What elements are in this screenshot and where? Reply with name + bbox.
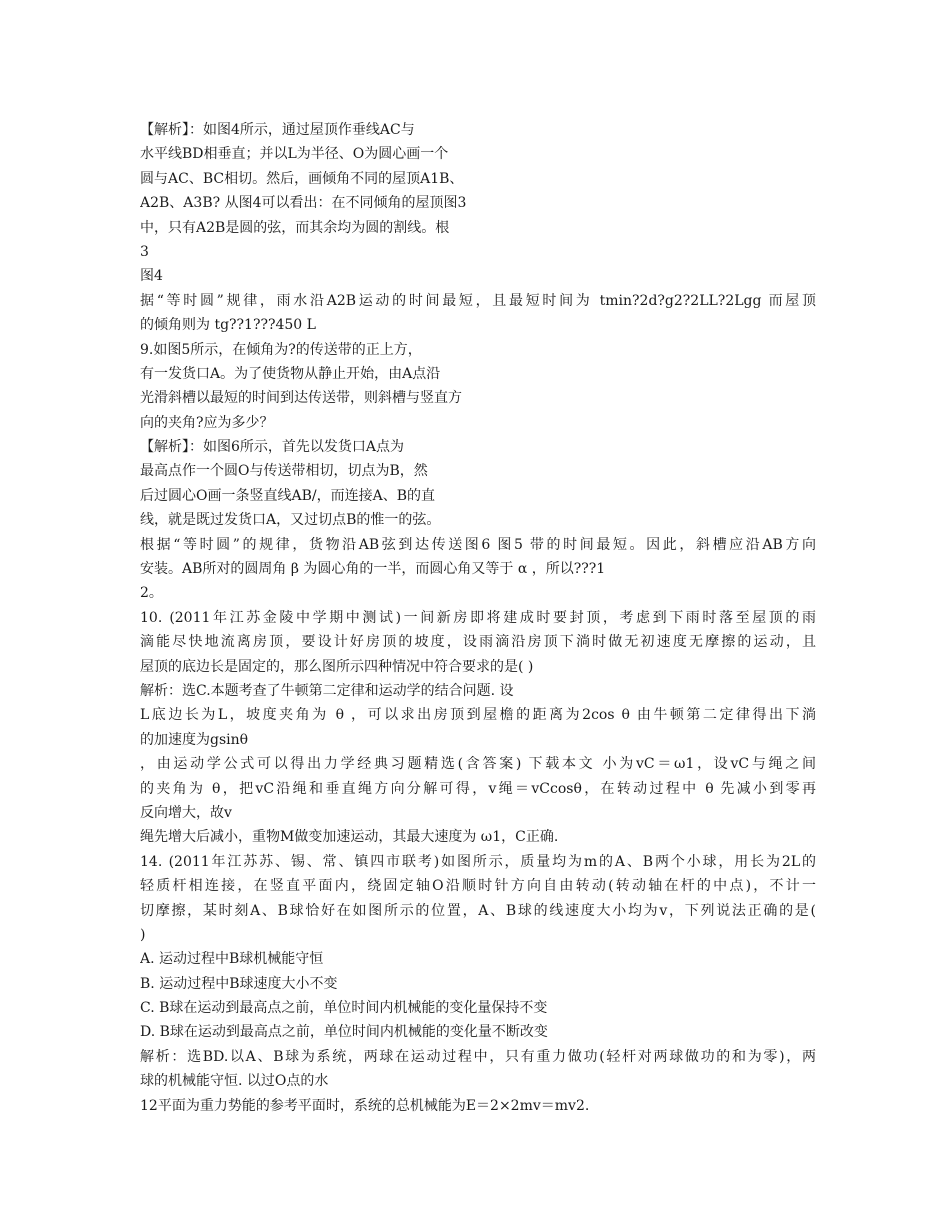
text-line: 滴能尽快地流离房顶，要设计好房顶的坡度，设雨滴沿房顶下淌时做无初速度无摩擦的运动，且 xyxy=(140,634,816,651)
text-line: 3 xyxy=(140,243,149,260)
text-line: L底边长为L，坡度夹角为 θ ，可以求出房顶到屋檐的距离为2cos θ 由牛顿第二定律得出下淌 xyxy=(140,707,816,724)
text-line: 线，就是既过发货口A，又过切点B的惟一的弦。 xyxy=(140,512,441,529)
text-line: 9.如图5所示，在倾角为?的传送带的正上方， xyxy=(140,341,422,358)
text-line: B. 运动过程中B球速度大小不变 xyxy=(140,975,338,992)
text-line: 水平线BD相垂直；并以L为半径、O为圆心画一个 xyxy=(140,146,449,163)
text-line: 向的夹角?应为多少？ xyxy=(140,414,274,431)
text-line: 10. (2011年江苏金陵中学期中测试)一间新房即将建成时要封顶，考虑到下雨时落至屋顶的雨 xyxy=(140,609,816,626)
text-line: 的加速度为gsinθ xyxy=(140,731,249,748)
text-line: 2。 xyxy=(140,585,163,602)
text-line: ) xyxy=(140,926,146,943)
text-line: D. B球在运动到最高点之前，单位时间内机械能的变化量不断改变 xyxy=(140,1024,548,1041)
text-line: 据“等时圆”规律，雨水沿A2B运动的时间最短，且最短时间为 tmin?2d?g2?2LL?2Lgg 而屋顶 xyxy=(140,292,816,309)
text-line: 切摩擦，某时刻A、B球恰好在如图所示的位置，A、B球的线速度大小均为v，下列说法正确的是( xyxy=(140,902,816,919)
text-line: 解析：选C.本题考查了牛顿第二定律和运动学的结合问题. 设 xyxy=(140,682,514,699)
text-line: 后过圆心O画一条竖直线AB/，而连接A、B的直 xyxy=(140,487,435,504)
text-line: 球的机械能守恒. 以过O点的水 xyxy=(140,1073,329,1090)
text-line: 绳先增大后减小，重物M做变加速运动，其最大速度为 ω1，C正确. xyxy=(140,829,559,846)
text-line: ，由运动学公式可以得出力学经典习题精选(含答案) 下载本文 小为vC＝ω1，设vC与绳之间 xyxy=(140,756,816,773)
text-line: 图4 xyxy=(140,268,163,285)
text-line: A2B、A3B? 从图4可以看出：在不同倾角的屋顶图3 xyxy=(140,195,467,212)
text-line: 【解析】：如图6所示，首先以发货口A点为 xyxy=(140,439,405,456)
text-line: A. 运动过程中B球机械能守恒 xyxy=(140,951,324,968)
text-line: C. B球在运动到最高点之前，单位时间内机械能的变化量保持不变 xyxy=(140,1000,548,1017)
text-line: 12平面为重力势能的参考平面时，系统的总机械能为E＝2×2mv＝mv2. xyxy=(140,1097,590,1114)
text-line: 反向增大，故v xyxy=(140,804,232,821)
document-body xyxy=(140,118,816,1118)
text-line: 14. (2011年江苏苏、锡、常、镇四市联考)如图所示，质量均为m的A、B两个小球，用长为2L的 xyxy=(140,853,816,870)
text-line: 最高点作一个圆O与传送带相切，切点为B，然 xyxy=(140,463,428,480)
text-line: 安装。AB所对的圆周角 β 为圆心角的一半，而圆心角又等于 α ，所以???1 xyxy=(140,561,606,578)
text-line: 屋顶的底边长是固定的，那么图所示四种情况中符合要求的是( ) xyxy=(140,658,534,675)
text-line: 根据“等时圆”的规律，货物沿AB弦到达传送图6 图5 带的时间最短。因此，斜槽应沿AB方向 xyxy=(140,536,816,553)
text-line: 【解析】：如图4所示，通过屋顶作垂线AC与 xyxy=(140,122,415,138)
text-line: 光滑斜槽以最短的时间到达传送带，则斜槽与竖直方 xyxy=(140,390,462,407)
text-line: 解析：选BD.以A、B球为系统，两球在运动过程中，只有重力做功(轻杆对两球做功的和为零)，两 xyxy=(140,1048,816,1065)
text-line: 的倾角则为 tg??1???450 L xyxy=(140,317,316,334)
text-line: 有一发货口A。为了使货物从静止开始，由A点沿 xyxy=(140,365,441,382)
text-line: 中，只有A2B是圆的弦，而其余均为圆的割线。根 xyxy=(140,219,450,236)
text-line: 圆与AC、BC相切。然后，画倾角不同的屋顶A1B、 xyxy=(140,170,464,187)
text-line: 轻质杆相连接，在竖直平面内，绕固定轴O沿顺时针方向自由转动(转动轴在杆的中点)，不计一 xyxy=(140,878,816,895)
text-line: 的夹角为 θ，把vC沿绳和垂直绳方向分解可得，v绳＝vCcosθ，在转动过程中 θ 先减小到零再 xyxy=(140,780,816,797)
